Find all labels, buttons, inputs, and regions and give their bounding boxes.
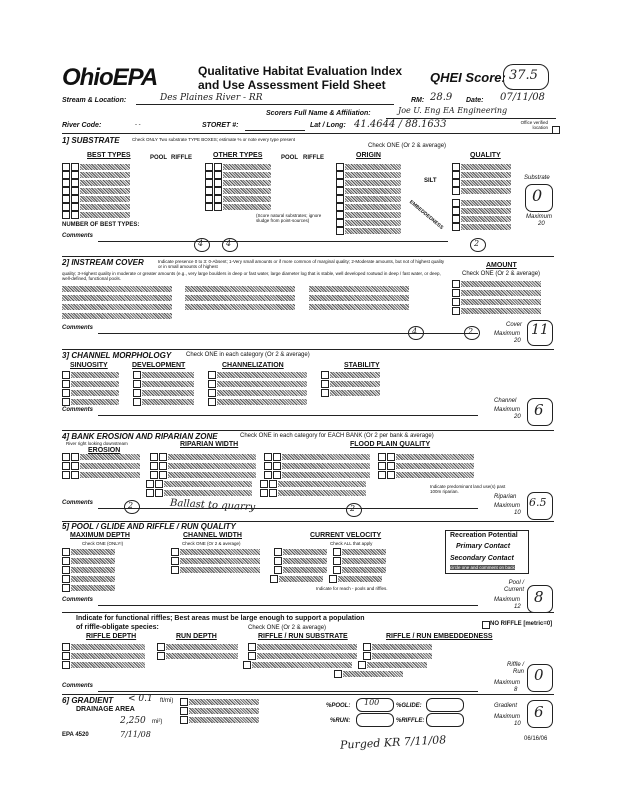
riparian-score-value[interactable]: 6.5 bbox=[529, 496, 547, 509]
embeddedness-label: EMBEDDEDNESS bbox=[408, 199, 445, 231]
other-types-checklist bbox=[205, 163, 335, 211]
instream-text-1: Indicate presence 0 to 3: 0-Absent; 1-Very small amounts or if more common of marginal quality; 2-Moderate amounts, but not of highest quality or in small amounts of highest bbox=[158, 259, 445, 269]
substrate-max-value: 20 bbox=[538, 221, 545, 227]
substrate-max-label: Maximum bbox=[526, 214, 553, 220]
river-code-label: River Code: bbox=[62, 122, 102, 129]
qhei-score-label: QHEI Score: bbox=[430, 70, 506, 85]
substrate-hand-note-2: 4 bbox=[226, 239, 232, 248]
form-revision: 06/16/06 bbox=[524, 736, 548, 742]
riffle-depth-header: RIFFLE DEPTH bbox=[86, 633, 137, 640]
riffle-percent-field[interactable] bbox=[426, 713, 464, 727]
sinuosity-header: SINUOSITY bbox=[70, 362, 108, 369]
riparian-box-label: Riparian bbox=[494, 494, 517, 500]
riffle-percent-label: %RIFFLE: bbox=[396, 718, 425, 724]
indicate-reach-note: Indicate for reach - pools and riffles. bbox=[316, 586, 388, 591]
origin-checklist bbox=[336, 163, 416, 241]
riffle-box-label: Riffle / Run bbox=[506, 662, 524, 675]
gradient-score-value[interactable]: 6 bbox=[534, 703, 544, 721]
bank-section-title: 4] BANK EROSION AND RIPARIAN ZONE bbox=[62, 432, 218, 441]
instream-box-label: Cover bbox=[506, 322, 523, 328]
primary-contact[interactable]: Primary Contact bbox=[456, 543, 511, 550]
run-percent-label: %RUN: bbox=[330, 718, 351, 724]
ohio-epa-logo: OhioEPA bbox=[62, 64, 158, 91]
riparian-max-value: 10 bbox=[514, 510, 521, 516]
substrate-check-one: Check ONE (Or 2 & average) bbox=[368, 143, 447, 149]
development-header: DEVELOPMENT bbox=[132, 362, 186, 369]
date-label: Date: bbox=[466, 97, 484, 104]
no-riffle-checkbox[interactable] bbox=[482, 621, 490, 629]
date-value[interactable]: 07/11/08 bbox=[500, 92, 545, 103]
stability-header: STABILITY bbox=[344, 362, 380, 369]
max-depth-header: MAXIMUM DEPTH bbox=[70, 532, 130, 539]
substrate-comments-label: Comments bbox=[62, 233, 94, 239]
signature: Purged KR 7/11/08 bbox=[339, 733, 447, 752]
pool-header: POOL bbox=[150, 155, 168, 161]
instream-hand-note-1: 4 bbox=[412, 327, 418, 336]
current-velocity-sub: Check ALL that apply bbox=[330, 541, 373, 546]
gradient-section-title: 6] GRADIENT bbox=[62, 696, 114, 705]
pool-max-label: Maximum bbox=[494, 597, 521, 603]
pool-box-label: Pool / Current bbox=[503, 580, 524, 593]
bank-hand-note-2: 2 bbox=[350, 504, 356, 513]
rm-label: RM: bbox=[411, 97, 425, 104]
best-types-checklist bbox=[62, 163, 192, 219]
channel-max-value: 20 bbox=[514, 414, 521, 420]
scorers-label: Scorers Full Name & Affiliation: bbox=[266, 110, 371, 117]
storet-label: STORET #: bbox=[202, 122, 239, 129]
substrate-score-off-note: (Score natural substrates; ignore sludge from point-sources) bbox=[256, 213, 322, 223]
pool-percent-label: %POOL: bbox=[326, 703, 351, 709]
substrate-hand-note-1: 4 bbox=[198, 239, 204, 248]
river-code-value[interactable]: - - bbox=[135, 122, 141, 128]
current-velocity-header: CURRENT VELOCITY bbox=[310, 532, 382, 539]
channel-width-header: CHANNEL WIDTH bbox=[183, 532, 242, 539]
substrate-instructions: Check ONLY Two substrate TYPE BOXES; estimate % or note every type present bbox=[132, 137, 295, 142]
pool-section-title: 5] POOL / GLIDE AND RIFFLE / RUN QUALITY bbox=[62, 522, 236, 531]
footer-handwriting: 7/11/08 bbox=[120, 730, 151, 739]
riffle-header: RIFFLE bbox=[171, 155, 192, 161]
gradient-value[interactable]: < 0.1 bbox=[128, 694, 153, 704]
gradient-max-label: Maximum bbox=[494, 714, 521, 720]
channel-score-value[interactable]: 6 bbox=[534, 401, 544, 419]
instream-max-value: 20 bbox=[514, 338, 521, 344]
bank-comment-handwriting[interactable]: Ballast to quarry bbox=[169, 497, 256, 514]
riffle-max-value: 8 bbox=[514, 687, 518, 693]
run-depth-header: RUN DEPTH bbox=[176, 633, 217, 640]
drainage-area-label: DRAINAGE AREA bbox=[76, 706, 135, 713]
erosion-header: EROSION bbox=[88, 447, 121, 454]
gradient-box-label: Gradient bbox=[494, 703, 518, 709]
recreation-title: Recreation Potential bbox=[450, 532, 518, 539]
substrate-section-title: 1] SUBSTRATE bbox=[62, 136, 120, 145]
pool-max-value: 12 bbox=[514, 604, 521, 610]
no-riffle-label: NO RIFFLE [metric=0] bbox=[490, 621, 553, 627]
instream-score-value[interactable]: 11 bbox=[531, 322, 549, 338]
riffle-substrate-header: RIFFLE / RUN SUBSTRATE bbox=[258, 633, 348, 640]
riffle-max-label: Maximum bbox=[494, 680, 521, 686]
form-title-line2: and Use Assessment Field Sheet bbox=[198, 78, 386, 92]
number-best-types-label: NUMBER OF BEST TYPES: bbox=[62, 222, 140, 228]
channel-width-sub: Check ONE (Or 2 & average) bbox=[182, 541, 241, 546]
glide-percent-field[interactable] bbox=[426, 698, 464, 712]
origin-header: ORIGIN bbox=[356, 152, 381, 159]
gradient-unit: ft/mi) bbox=[160, 698, 174, 704]
bank-comments-label: Comments bbox=[62, 500, 94, 506]
other-types-header: OTHER TYPES bbox=[213, 152, 263, 159]
max-depth-sub: Check ONE (ONLY!) bbox=[82, 541, 124, 546]
pool-score-value[interactable]: 8 bbox=[534, 588, 544, 606]
pool-comments-label: Comments bbox=[62, 597, 94, 603]
riffle-comments-label: Comments bbox=[62, 683, 94, 689]
instream-text-2: quality; 3-Highest quality in moderate or greater amounts (e.g., very large boulders in deep or fast water, large diameter log that is stable, well developed rootwad in deep / fast water, or deep, well-defined, functional pools. bbox=[62, 271, 441, 281]
quality-header: QUALITY bbox=[470, 152, 501, 159]
scorers-value[interactable]: Joe U. Eng EA Engineering bbox=[398, 106, 508, 115]
channel-section-title: 3] CHANNEL MORPHOLOGY bbox=[62, 351, 172, 360]
stream-location-label: Stream & Location: bbox=[62, 97, 127, 104]
lat-long-label: Lat / Long: bbox=[310, 122, 346, 129]
instream-cover-types bbox=[62, 286, 452, 322]
instream-max-label: Maximum bbox=[494, 331, 521, 337]
gradient-checklist bbox=[180, 698, 270, 726]
best-types-header: BEST TYPES bbox=[87, 152, 131, 159]
quality-checklist bbox=[452, 163, 522, 243]
substrate-hand-note-3: 2 bbox=[474, 239, 480, 248]
bank-sub: Check ONE in each category for EACH BANK (Or 2 per bank & average) bbox=[240, 433, 434, 439]
riffle-embeddedness-header: RIFFLE / RUN EMBEDDEDNESS bbox=[386, 633, 493, 640]
form-title-line1: Qualitative Habitat Evaluation Index bbox=[198, 64, 403, 78]
instream-section-title: 2] INSTREAM COVER bbox=[62, 258, 144, 267]
drainage-area-value[interactable]: 2,250 bbox=[120, 716, 146, 726]
riffle-score-value[interactable]: 0 bbox=[534, 666, 544, 684]
riffle-indicate: Indicate for functional riffles; Best areas must be large enough to support a population bbox=[76, 615, 365, 622]
stream-location-value[interactable]: Des Plaines River - RR bbox=[160, 93, 263, 103]
riffle-checklists bbox=[62, 643, 482, 683]
channel-checklists bbox=[62, 371, 412, 407]
silt-label: SILT bbox=[424, 178, 437, 184]
channel-max-label: Maximum bbox=[494, 407, 521, 413]
amount-checklist bbox=[452, 280, 552, 316]
circle-one-note: circle one and comment on back bbox=[450, 565, 515, 570]
rm-value[interactable]: 28.9 bbox=[430, 92, 453, 103]
riffle-check-one: Check ONE (Or 2 & average) bbox=[248, 625, 327, 631]
channel-sub: Check ONE in each category (Or 2 & average) bbox=[186, 352, 310, 358]
indicate-land-use-note: Indicate predominant land use(s) past 100m riparian. bbox=[430, 484, 506, 494]
instream-comments-label: Comments bbox=[62, 325, 94, 331]
gradient-max-value: 10 bbox=[514, 721, 521, 727]
river-right-note: River right looking downstream bbox=[66, 441, 128, 446]
riffle-header-2: RIFFLE bbox=[303, 155, 324, 161]
pool-percent-value[interactable]: 100 bbox=[364, 698, 380, 707]
office-verified-label: Office verified location bbox=[520, 120, 548, 130]
channel-box-label: Channel bbox=[494, 398, 517, 404]
flood-plain-header: FLOOD PLAIN QUALITY bbox=[350, 441, 431, 448]
riparian-max-label: Maximum bbox=[494, 503, 521, 509]
instream-hand-note-2: 2 bbox=[468, 327, 474, 336]
form-number: EPA 4520 bbox=[62, 732, 89, 738]
glide-percent-label: %GLIDE: bbox=[396, 703, 422, 709]
pool-header-2: POOL bbox=[281, 155, 299, 161]
substrate-box-label: Substrate bbox=[524, 175, 550, 181]
channel-comments-label: Comments bbox=[62, 407, 94, 413]
lat-long-value[interactable]: 41.4644 / 88.1633 bbox=[354, 119, 447, 130]
bank-hand-note-1: 2 bbox=[128, 501, 134, 510]
channelization-header: CHANNELIZATION bbox=[222, 362, 284, 369]
amount-sub: Check ONE (Or 2 & average) bbox=[462, 271, 541, 277]
riffle-of-riffle: of riffle-obligate species: bbox=[76, 624, 159, 631]
amount-header: AMOUNT bbox=[486, 262, 517, 269]
run-percent-field[interactable] bbox=[356, 713, 394, 727]
substrate-score-value[interactable]: 0 bbox=[532, 186, 543, 205]
riparian-width-header: RIPARIAN WIDTH bbox=[180, 441, 239, 448]
secondary-contact[interactable]: Secondary Contact bbox=[450, 555, 514, 562]
qhei-score-value[interactable]: 37.5 bbox=[509, 68, 538, 83]
drainage-area-unit: mi²) bbox=[152, 719, 163, 725]
